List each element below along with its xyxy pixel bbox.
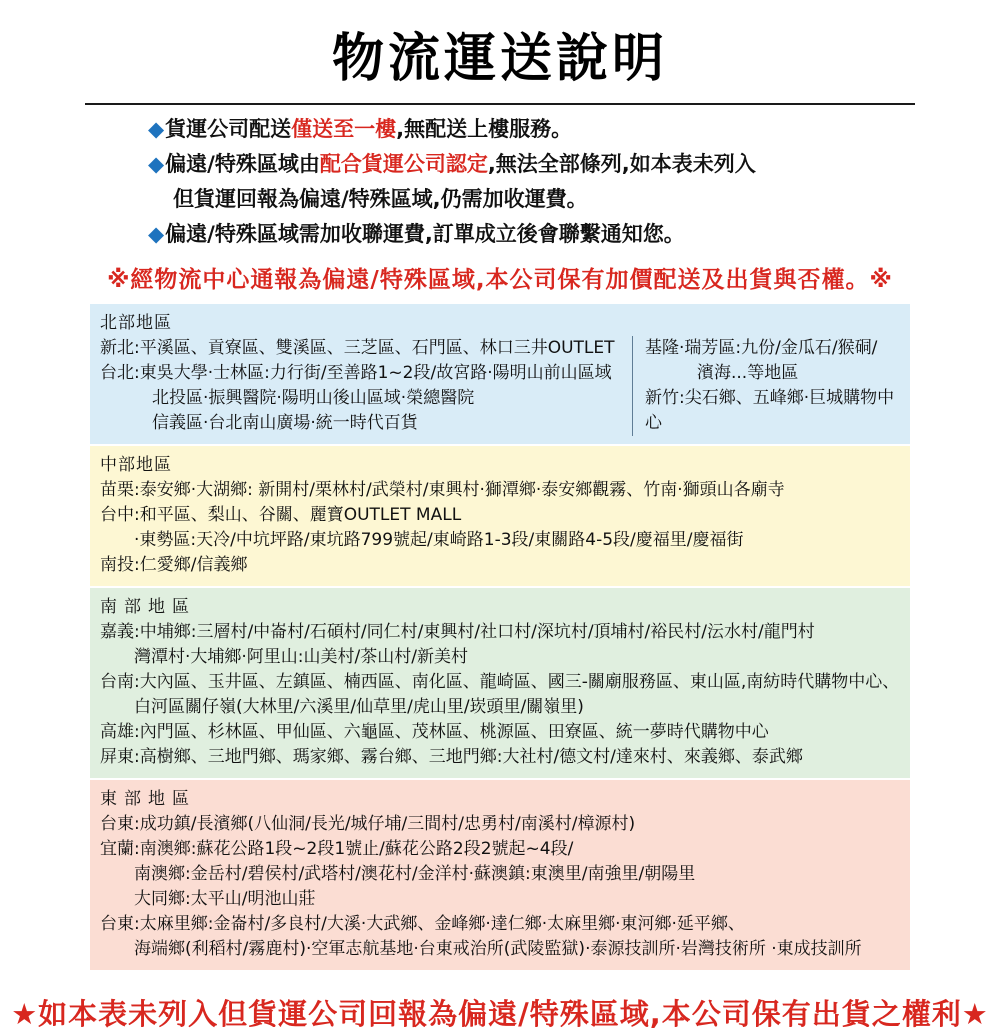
region-east-section [90,780,910,970]
region-line: 新竹:尖石鄉、五峰鄉·巨城購物中心 [645,388,895,433]
intro-bullet-2-text: 偏遠/特殊區域由 [165,152,320,176]
warning-bottom: ★如本表未列入但貨運公司回報為偏遠/特殊區域,本公司保有出貨之權利★ [11,997,989,1031]
shipping-notice-page [0,16,1000,1031]
intro-bullet-1-tail: ,無配送上樓服務。 [396,117,573,141]
region-line: 苗栗:泰安鄉·大湖鄉: 新開村/栗林村/武榮村/東興村·獅潭鄉·泰安鄉觀霧、竹南·獅頭山各廟寺 [100,480,785,500]
region-line: 濱海...等地區 [697,363,799,383]
region-north-title: 北部地區 [100,313,172,333]
region-line: 新北:平溪區、貢寮區、雙溪區、三芝區、石門區、林口三井OUTLET [100,338,615,358]
intro-notes [90,119,910,245]
region-line: 基隆·瑞芳區:九份/金瓜石/猴硐/ [645,338,878,358]
region-line: 南投:仁愛鄉/信義鄉 [100,555,248,575]
region-north-left-column [100,336,632,436]
region-north-section [90,304,910,444]
region-east-title: 東部地區 [100,789,196,809]
region-central-section [90,446,910,586]
intro-bullet-1 [148,119,910,140]
region-line: 北投區·振興醫院·陽明山後山區域·榮總醫院 [152,388,475,408]
intro-bullet-1-highlight: 僅送至一樓 [291,117,397,141]
region-line: 台東:成功鎮/長濱鄉(八仙洞/長光/城仔埔/三間村/忠勇村/南溪村/樟源村) [100,814,636,834]
region-line: 台南:大內區、玉井區、左鎮區、楠西區、南化區、龍崎區、國三-關廟服務區、東山區,南紡時代購物中心、 [100,672,900,692]
region-line: 大同鄉:太平山/明池山莊 [134,889,316,909]
region-line: 宜蘭:南澳鄉:蘇花公路1段~2段1號止/蘇花公路2段2號起~4段/ [100,839,574,859]
page-title: 物流運送說明 [331,29,668,89]
region-line: 嘉義:中埔鄉:三層村/中崙村/石碩村/同仁村/東興村/社口村/深坑村/頂埔村/裕民村/沄水村/龍門村 [100,622,815,642]
region-line: 海端鄉(利稻村/霧鹿村)·空軍志航基地·台東戒治所(武陵監獄)·泰源技訓所·岩灣技術所 ·東成技訓所 [134,939,862,959]
region-north-columns [100,336,900,436]
region-line: ·東勢區:天冷/中坑坪路/東坑路799號起/東崎路1-3段/東關路4-5段/慶福里/慶福街 [134,530,744,550]
intro-bullet-2 [148,154,910,175]
diamond-bullet-icon: ◆ [148,222,165,246]
region-central-title: 中部地區 [100,455,172,475]
region-line: 屏東:高樹鄉、三地門鄉、瑪家鄉、霧台鄉、三地門鄉:大社村/德文村/達來村、來義鄉、泰武鄉 [100,747,803,767]
region-line: 台中:和平區、梨山、谷關、麗寶OUTLET MALL [100,505,462,525]
intro-bullet-2-highlight: 配合貨運公司認定 [319,152,488,176]
region-line: 高雄:內門區、杉林區、甲仙區、六龜區、茂林區、桃源區、田寮區、統一夢時代購物中心 [100,722,769,742]
intro-bullet-2-tail: ,無法全部條列,如本表未列入 [487,152,756,176]
region-line: 台東:太麻里鄉:金崙村/多良村/大溪·大武鄉、金峰鄉·達仁鄉·太麻里鄉·東河鄉·延平鄉、 [100,914,745,934]
region-south-title: 南部地區 [100,597,196,617]
diamond-bullet-icon: ◆ [148,152,165,176]
intro-bullet-3-text: 偏遠/特殊區域需加收聯運費,訂單成立後會聯繫通知您。 [165,222,685,246]
intro-bullet-2-continuation: 但貨運回報為偏遠/特殊區域,仍需加收運費。 [173,187,588,211]
title-divider [85,103,915,105]
region-north-right-column [632,336,900,436]
intro-bullet-3 [148,224,910,245]
region-line: 南澳鄉:金岳村/碧侯村/武塔村/澳花村/金洋村·蘇澳鎮:東澳里/南強里/朝陽里 [134,864,696,884]
region-line: 信義區·台北南山廣場·統一時代百貨 [152,413,418,433]
region-line: 台北:東吳大學·士林區:力行街/至善路1~2段/故宮路·陽明山前山區域 [100,363,612,383]
diamond-bullet-icon: ◆ [148,117,165,141]
warning-top: ※經物流中心通報為偏遠/特殊區域,本公司保有加價配送及出貨與否權。※ [107,267,893,293]
region-line: 灣潭村·大埔鄉·阿里山:山美村/茶山村/新美村 [134,647,468,667]
region-line: 白河區關仔嶺(大林里/六溪里/仙草里/虎山里/崁頭里/關嶺里) [134,697,584,717]
intro-bullet-1-text: 貨運公司配送 [165,117,292,141]
region-south-section [90,588,910,778]
region-table [90,304,910,970]
